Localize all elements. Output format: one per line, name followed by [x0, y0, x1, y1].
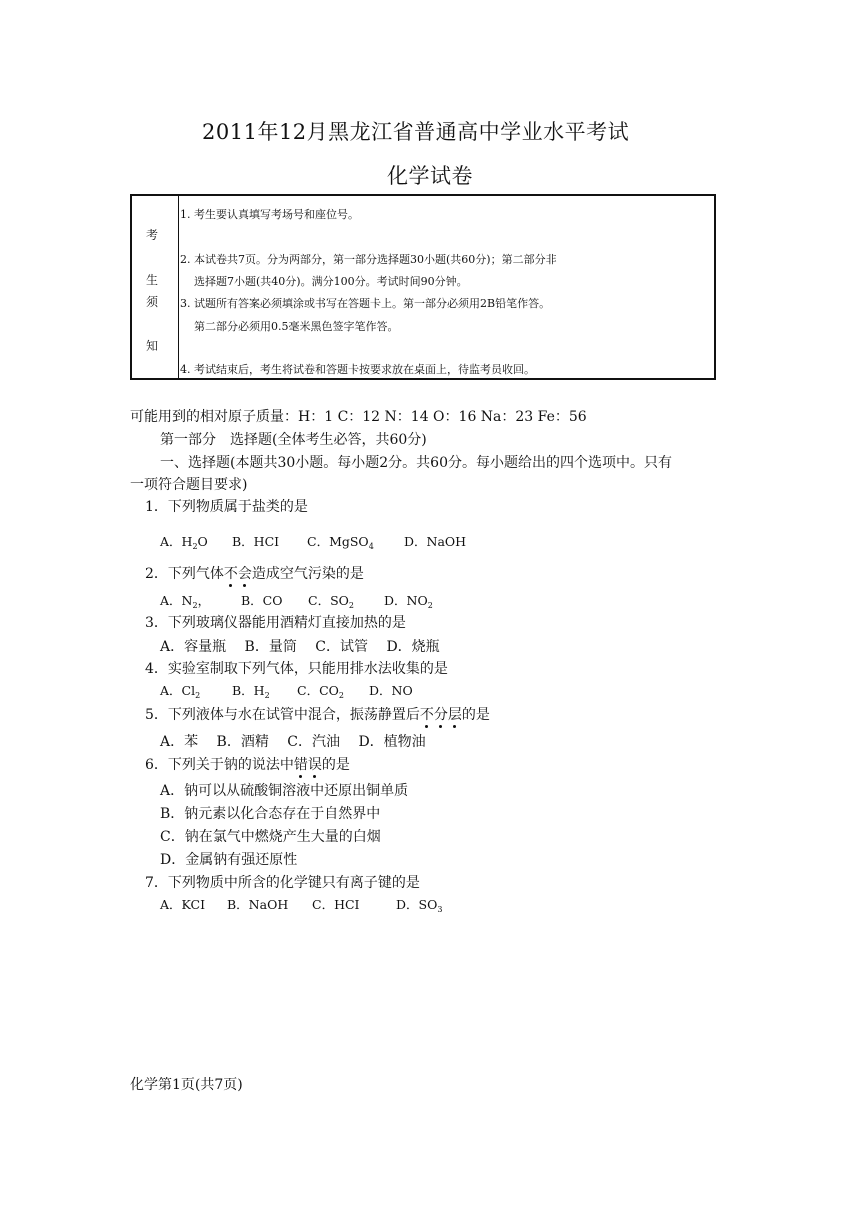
notice-label-char: 生: [146, 273, 159, 287]
notice-line: 1. 考生要认真填写考场号和座位号。: [180, 208, 359, 221]
option-c: C．HCI: [312, 897, 360, 912]
option-a: A．KCI: [160, 897, 206, 912]
notice-line: 第二部分必须用0.5毫米黑色签字笔作答。: [194, 320, 399, 333]
question-6-option-a: A．钠可以从硫酸铜溶液中还原出铜单质: [160, 783, 409, 799]
notice-line: 选择题7小题(共40分)。满分100分。考试时间90分钟。: [194, 275, 468, 288]
question-2-stem: 2．下列气体不会造成空气污染的是: [145, 563, 364, 583]
part-one-heading: 第一部分 选择题(全体考生必答，共60分): [160, 432, 427, 448]
question-4-stem: 4．实验室制取下列气体，只能用排水法收集的是: [145, 661, 448, 677]
question-3-options: A．容量瓶 B．量筒 C．试管 D．烧瓶: [160, 639, 440, 655]
notice-line: 2. 本试卷共7页。分为两部分，第一部分选择题30小题(共60分)；第二部分非: [180, 253, 557, 266]
exam-subtitle: 化学试卷: [387, 164, 473, 188]
option-b: B．CO: [241, 593, 283, 608]
notice-line: 3. 试题所有答案必须填涂或书写在答题卡上。第一部分必须用2B铅笔作答。: [180, 297, 551, 310]
question-6-option-c: C．钠在氯气中燃烧产生大量的白烟: [160, 829, 381, 845]
option-c: C．$SO_2$: [308, 593, 354, 610]
page-footer: 化学第1页(共7页): [130, 1077, 243, 1093]
notice-box: [130, 194, 716, 380]
option-b: B．NaOH: [227, 897, 289, 912]
question-4-options: [160, 681, 413, 700]
section-instructions: 一、选择题(本题共30小题。每小题2分。共60分。每小题给出的四个选项中。只有: [160, 455, 672, 471]
option-a: A．$N_2$，: [160, 593, 211, 610]
option-a: A．$H_2O$: [160, 534, 208, 551]
exam-title: 2011年12月黑龙江省普通高中学业水平考试: [202, 120, 630, 144]
option-d: D．$NO_2$: [384, 593, 433, 610]
question-6-stem: 6．下列关于钠的说法中错误的是: [145, 754, 350, 774]
section-instructions-cont: 一项符合题目要求): [130, 477, 248, 493]
atomic-masses: 可能用到的相对原子质量：H：1 C：12 N：14 O：16 Na：23 Fe：56: [130, 409, 587, 425]
question-7-options: [160, 895, 442, 914]
question-5-options: A．苯 B．酒精 C．汽油 D．植物油: [160, 734, 426, 750]
question-1-stem: 1．下列物质属于盐类的是: [145, 499, 308, 515]
notice-line: 4. 考试结束后，考生将试卷和答题卡按要求放在桌面上，待监考员收回。: [180, 363, 535, 376]
question-7-stem: 7．下列物质中所含的化学键只有离子键的是: [145, 875, 420, 891]
notice-divider: [178, 196, 179, 378]
option-b: B．HCI: [232, 534, 280, 549]
question-6-option-b: B．钠元素以化合态存在于自然界中: [160, 806, 381, 822]
question-5-stem: 5．下列液体与水在试管中混合，振荡静置后不分层的是: [145, 704, 490, 724]
notice-label-char: 考: [146, 228, 159, 242]
question-3-stem: 3．下列玻璃仪器能用酒精灯直接加热的是: [145, 615, 406, 631]
option-d: D．NaOH: [404, 534, 467, 549]
option-d: D．$SO_3$: [396, 897, 443, 914]
option-b: B．$H_2$: [232, 683, 270, 700]
question-1-options: [160, 532, 466, 551]
question-2-options: [160, 591, 433, 610]
question-6-option-d: D．金属钠有强还原性: [160, 852, 298, 868]
option-d: D．NO: [369, 683, 413, 698]
option-a: A．$Cl_2$: [160, 683, 201, 700]
option-c: C．MgSO$_4$: [307, 534, 374, 551]
notice-label-char: 知: [146, 339, 159, 353]
option-c: C．$CO_2$: [297, 683, 344, 700]
notice-label-char: 须: [146, 295, 159, 309]
